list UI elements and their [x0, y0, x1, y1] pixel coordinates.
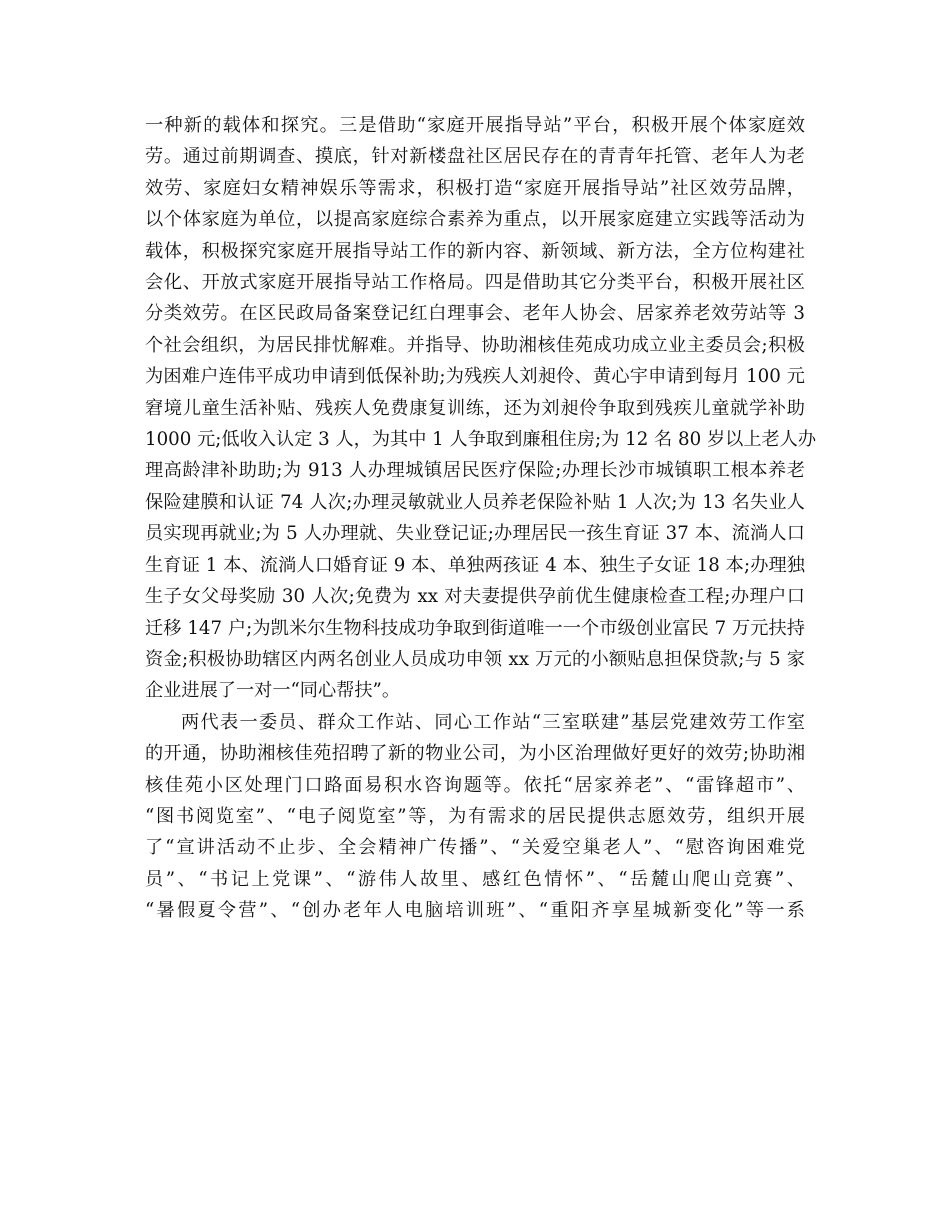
text-line: 的开通，协助湘核佳苑招聘了新的物业公司，为小区治理做好更好的效劳;协助湘 — [145, 743, 805, 765]
text-line: 一种新的载体和探究。三是借助“家庭开展指导站”平台，积极开展个体家庭效 — [145, 115, 805, 136]
text-line: 劳。通过前期调查、摸底，针对新楼盘社区居民存在的青青年托管、老年人为老 — [145, 146, 805, 168]
text-line: 生子女父母奖励 30 人次;免费为 xx 对夫妻提供孕前优生健康检查工程;办理户口 — [145, 586, 805, 608]
text-line: “暑假夏令营”、“创办老年人电脑培训班”、“重阳齐享星城新变化”等一系 — [145, 900, 805, 922]
paragraph-2 — [145, 707, 805, 927]
text-line: “图书阅览室”、“电子阅览室”等，为有需求的居民提供志愿效劳，组织开展 — [145, 805, 805, 827]
text-line: 核佳苑小区处理门口路面易积水咨询题等。依托“居家养老”、“雷锋超市”、 — [145, 774, 805, 796]
text-line: 两代表一委员、群众工作站、同心工作站“三室联建”基层党建效劳工作室 — [181, 711, 805, 733]
text-line: 效劳、家庭妇女精神娱乐等需求，积极打造“家庭开展指导站”社区效劳品牌， — [145, 177, 805, 199]
text-line: 资金;积极协助辖区内两名创业人员成功申领 xx 万元的小额贴息担保贷款;与 5 家 — [145, 648, 805, 670]
text-line: 分类效劳。在区民政局备案登记红白理事会、老年人协会、居家养老效劳站等 3 — [145, 303, 805, 325]
text-line: 迁移 147 户;为凯米尔生物科技成功争取到街道唯一一个市级创业富民 7 万元扶持 — [145, 617, 805, 639]
text-line: 窘境儿童生活补贴、残疾人免费康复训练，还为刘昶伶争取到残疾儿童就学补助 — [145, 397, 805, 419]
text-line: 员实现再就业;为 5 人办理就、失业登记证;办理居民一孩生育证 37 本、流淌人口 — [145, 523, 805, 545]
text-line: 员”、“书记上党课”、“游伟人故里、感红色情怀”、“岳麓山爬山竞赛”、 — [145, 868, 805, 890]
text-line: 载体，积极探究家庭开展指导站工作的新内容、新领域、新方法，全方位构建社 — [145, 240, 805, 262]
paragraph-1 — [145, 110, 817, 707]
text-line: 为困难户连伟平成功申请到低保补助;为残疾人刘昶伶、黄心宇申请到每月 100 元 — [145, 366, 805, 388]
text-line: 个社会组织，为居民排忧解难。并指导、协助湘核佳苑成功成立业主委员会;积极 — [145, 334, 805, 356]
document-body — [145, 110, 817, 927]
text-line: 会化、开放式家庭开展指导站工作格局。四是借助其它分类平台，积极开展社区 — [145, 272, 805, 294]
text-line: 保险建膜和认证 74 人次;办理灵敏就业人员养老保险补贴 1 人次;为 13 名失业人 — [145, 491, 805, 513]
text-line: 理高龄津补助助;为 913 人办理城镇居民医疗保险;办理长沙市城镇职工根本养老 — [145, 460, 805, 482]
text-line: 了“宣讲活动不止步、全会精神广传播”、“关爱空巢老人”、“慰咨询困难党 — [145, 837, 805, 859]
text-line: 1000 元;低收入认定 3 人，为其中 1 人争取到廉租住房;为 12 名 80 岁以上老人办 — [145, 429, 817, 451]
text-line: 企业进展了一对一“同心帮扶”。 — [145, 680, 401, 702]
text-line: 以个体家庭为单位，以提高家庭综合素养为重点，以开展家庭建立实践等活动为 — [145, 209, 805, 231]
text-line: 生育证 1 本、流淌人口婚育证 9 本、单独两孩证 4 本、独生子女证 18 本;办理独 — [145, 554, 805, 576]
